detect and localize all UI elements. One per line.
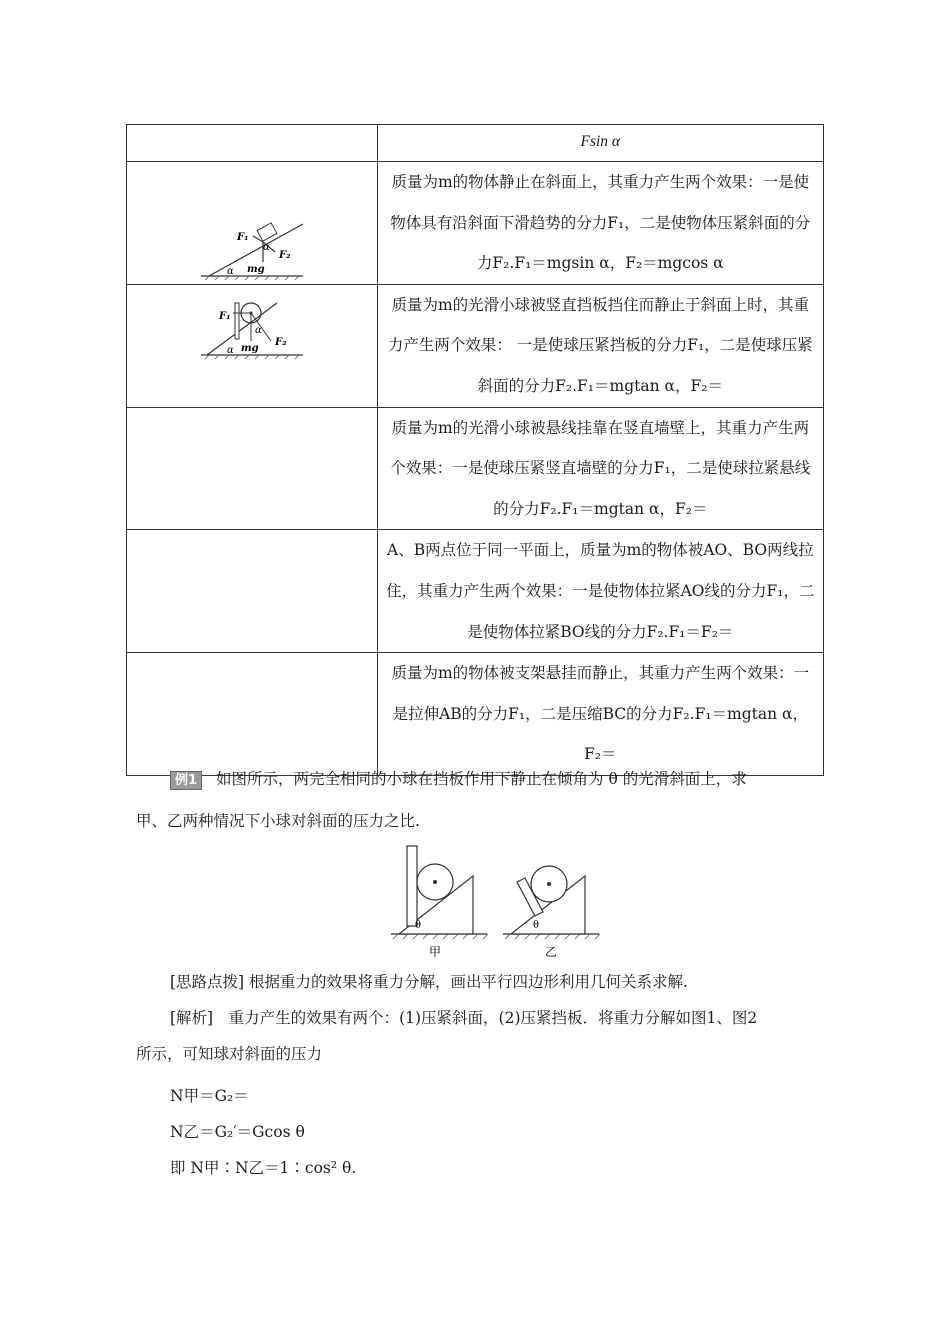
- table-cell-text: [377, 653, 823, 776]
- example-question: [136, 759, 826, 799]
- table-row: [127, 284, 824, 407]
- question-line-2: 甲、乙两种情况下小球对斜面的压力之比.: [136, 812, 420, 830]
- analysis-line-2: 所示，可知球对斜面的压力: [136, 1045, 323, 1063]
- equation-1: N甲＝G₂＝: [170, 1087, 249, 1105]
- ball-baffle-diagram: [197, 299, 307, 365]
- equation-2: N乙＝G₂′＝Gcos θ: [170, 1123, 305, 1141]
- table-cell-text: [377, 162, 823, 285]
- table-row: [127, 407, 824, 530]
- table-cell-figure: [127, 530, 378, 653]
- figure-label-jia: 甲: [429, 945, 442, 959]
- table-cell-figure: [127, 407, 378, 530]
- table-cell-figure: [127, 653, 378, 776]
- equation-3: 即 N甲∶N乙＝1∶cos² θ.: [170, 1159, 357, 1177]
- f1-label: F₁: [237, 232, 249, 243]
- alpha-label: α: [255, 324, 262, 336]
- table-cell-figure: [127, 284, 378, 407]
- table-row: [127, 653, 824, 776]
- table-cell-text: [377, 407, 823, 530]
- f2-label: F₂: [275, 336, 287, 348]
- table-cell-text: [377, 125, 823, 162]
- alpha-label: α: [227, 266, 234, 277]
- cell-text: 质量为m的物体被支架悬挂而静止，其重力产生两个效果：一是拉伸AB的分力F₁，二是压缩BC的分力F₂.F₁＝mgtan α，F₂＝: [391, 664, 810, 764]
- example-badge: 例1: [170, 771, 202, 790]
- table-cell-figure: [127, 125, 378, 162]
- theta-label: θ: [533, 920, 540, 931]
- hint-paragraph: [思路点拨] 根据重力的效果将重力分解，画出平行四边形利用几何关系求解.: [170, 973, 688, 991]
- table-cell-text: [377, 284, 823, 407]
- f2-label: F₂: [279, 250, 291, 261]
- cell-text: Fsin α: [580, 133, 621, 150]
- table-cell-figure: [127, 162, 378, 285]
- alpha-label: α: [263, 242, 270, 253]
- cell-text: 质量为m的物体静止在斜面上，其重力产生两个效果：一是使物体具有沿斜面下滑趋势的分力F₁，二是使物体压紧斜面的分力F₂.F₁＝mgsin α，F₂＝mgcos α: [390, 173, 811, 273]
- table-row: [127, 162, 824, 285]
- table-row: [127, 125, 824, 162]
- mg-label: mg: [241, 342, 259, 354]
- f1-label: F₁: [219, 310, 231, 322]
- example-figure: [385, 842, 605, 960]
- cell-text: 质量为m的光滑小球被悬线挂靠在竖直墙壁上，其重力产生两个效果：一是使球压紧竖直墙壁的分力F₁，二是使球拉紧悬线的分力F₂.F₁＝mgtan α，F₂＝: [390, 418, 811, 518]
- table-cell-text: [377, 530, 823, 653]
- mg-label: mg: [247, 264, 265, 275]
- figure-label-yi: 乙: [545, 945, 558, 959]
- incline-block-diagram: [197, 216, 307, 282]
- analysis-line-1: [解析] 重力产生的效果有两个：(1)压紧斜面，(2)压紧挡板．将重力分解如图1、图2: [170, 1009, 758, 1027]
- theta-label: θ: [415, 920, 422, 931]
- question-line-1: 如图所示，两完全相同的小球在挡板作用下静止在倾角为 θ 的光滑斜面上，求: [216, 770, 747, 788]
- table-row: [127, 530, 824, 653]
- force-decomposition-table: [126, 124, 824, 776]
- cell-text: A、B两点位于同一平面上，质量为m的物体被AO、BO两线拉住，其重力产生两个效果：一是使物体拉紧AO线的分力F₁，二是使物体拉紧BO线的分力F₂.F₁＝F₂＝: [386, 541, 815, 641]
- alpha-label: α: [227, 344, 234, 356]
- cell-text: 质量为m的光滑小球被竖直挡板挡住而静止于斜面上时，其重力产生两个效果： 一是使球压紧挡板的分力F₁，二是使球压紧斜面的分力F₂.F₁＝mgtan α，F₂＝: [387, 295, 813, 395]
